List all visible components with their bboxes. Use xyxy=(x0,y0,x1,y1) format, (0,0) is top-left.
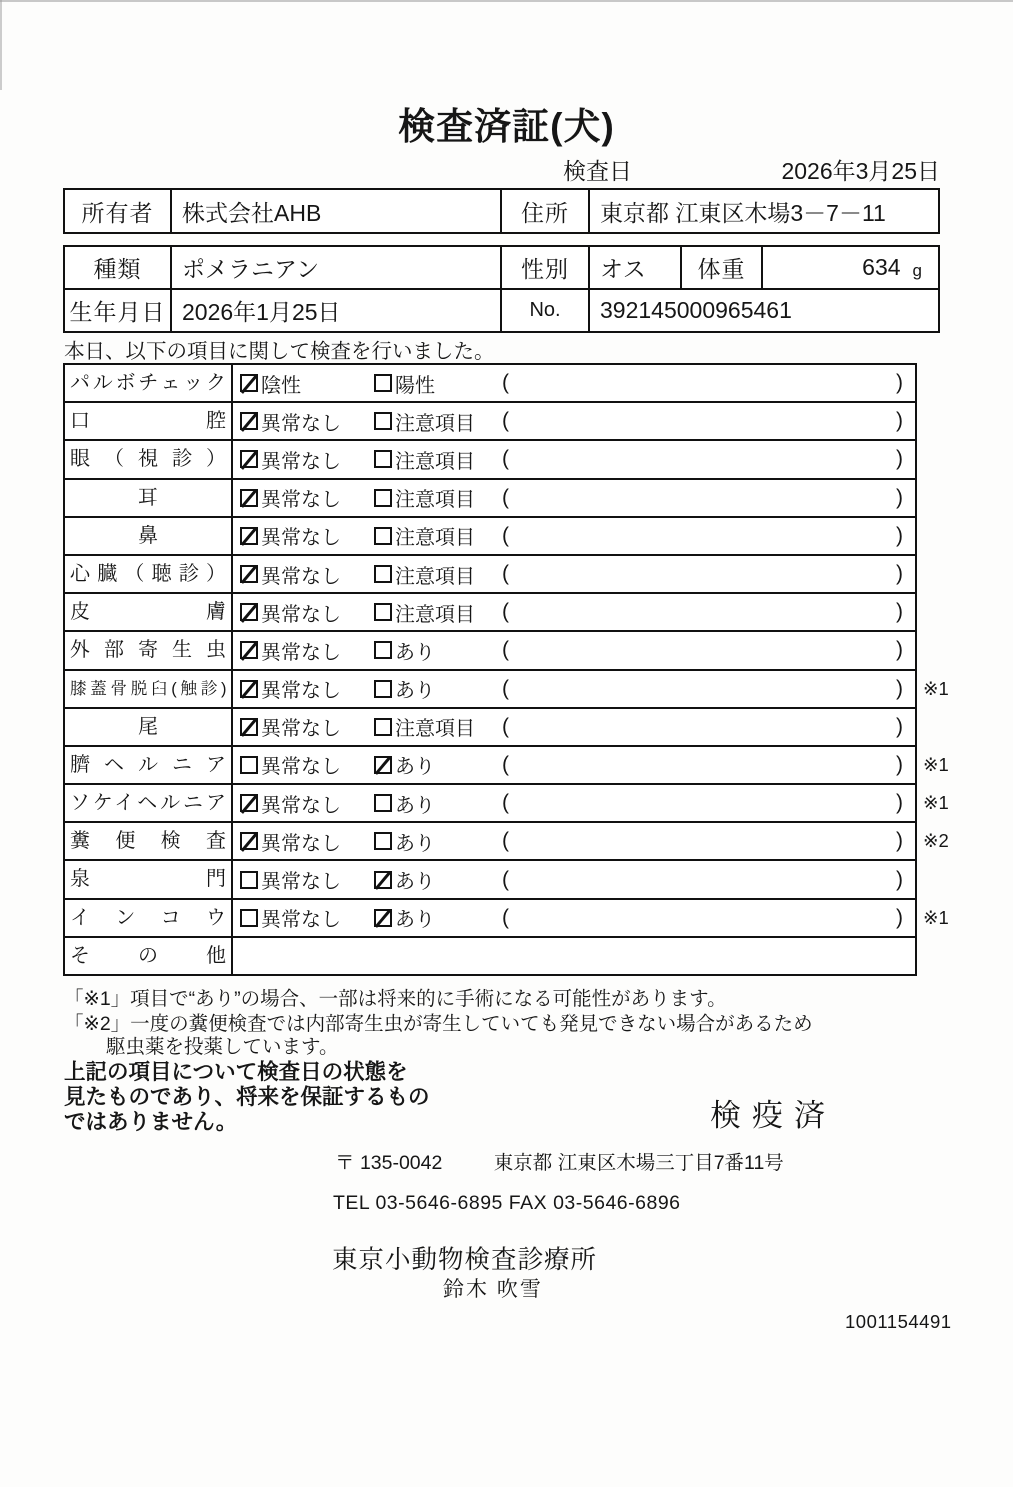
inspection-result-cell xyxy=(233,861,915,897)
paren-close: ) xyxy=(896,752,903,776)
checkbox-checked-icon xyxy=(240,412,258,430)
footnote-2-continued: 駆虫薬を投薬しています。 xyxy=(106,1036,339,1058)
disclaimer-text xyxy=(64,1060,430,1135)
option-2-label: 注意項目 xyxy=(395,412,475,435)
paren-close: ) xyxy=(896,867,903,891)
option-1-label: 異常なし xyxy=(261,794,341,817)
owner-address-value: 東京都 江東区木場3－7－11 xyxy=(588,190,938,232)
check-mark-icon xyxy=(241,527,257,546)
paren-close: ) xyxy=(896,829,903,853)
result-option-1 xyxy=(240,598,374,627)
result-option-1 xyxy=(240,789,374,818)
checkbox-checked-icon xyxy=(374,909,392,927)
breed-label: 種類 xyxy=(93,256,142,282)
result-option-1 xyxy=(240,712,374,741)
paren-open: ( xyxy=(502,600,509,624)
inspection-row xyxy=(65,823,949,861)
inspection-row xyxy=(65,900,949,938)
option-2-label: 陽性 xyxy=(395,374,435,397)
weight-unit: g xyxy=(912,260,922,280)
birthdate-label: 生年月日 xyxy=(69,299,166,325)
option-1-label: 異常なし xyxy=(261,412,341,435)
result-option-2 xyxy=(374,445,502,474)
inspection-row xyxy=(65,747,949,785)
check-mark-icon xyxy=(241,680,257,699)
paren-open: ( xyxy=(502,371,509,395)
option-2-label: あり xyxy=(395,756,435,779)
inspection-row xyxy=(65,671,949,709)
option-1-label: 異常なし xyxy=(261,527,341,550)
check-mark-icon xyxy=(241,833,257,852)
inspection-row xyxy=(65,518,915,556)
id-number-label: No. xyxy=(500,290,588,331)
check-mark-icon xyxy=(241,375,257,394)
option-2-label: 注意項目 xyxy=(395,565,475,588)
inspection-result-cell xyxy=(233,671,915,707)
check-mark-icon xyxy=(241,642,257,661)
result-option-2 xyxy=(374,407,502,436)
option-2-label: あり xyxy=(395,641,435,664)
result-option-1 xyxy=(240,560,374,589)
result-option-1 xyxy=(240,827,374,856)
option-1-label: 異常なし xyxy=(261,450,341,473)
option-1-label: 異常なし xyxy=(261,641,341,664)
footnote-1: 「※1」項目で“あり”の場合、一部は将来的に手術になる可能性があります。 xyxy=(64,988,727,1010)
result-option-2 xyxy=(374,560,502,589)
scan-edge-top xyxy=(0,0,1013,2)
option-2-label: 注意項目 xyxy=(395,450,475,473)
option-2-label: あり xyxy=(395,871,435,894)
checkbox-checked-icon xyxy=(240,718,258,736)
postal-code: 135-0042 xyxy=(359,1152,443,1174)
result-option-1 xyxy=(240,750,374,779)
remarks-parentheses xyxy=(502,715,915,739)
inspection-result-cell xyxy=(233,594,915,630)
checkbox-checked-icon xyxy=(374,756,392,774)
paren-close: ) xyxy=(896,905,903,929)
checkbox-checked-icon xyxy=(240,603,258,621)
inspection-item-name: 泉門 xyxy=(65,861,233,897)
inspection-row xyxy=(65,632,915,670)
inspection-row xyxy=(65,365,915,403)
result-option-2 xyxy=(374,369,502,398)
inspection-row xyxy=(65,556,915,594)
inspection-item-name: 眼（視診） xyxy=(65,441,233,477)
inspection-result-cell xyxy=(233,556,915,592)
disclaimer-line-2: 見たものであり、将来を保証するもの xyxy=(64,1085,430,1110)
checkbox-unchecked-icon xyxy=(240,909,258,927)
inspection-item-name: 糞便検査 xyxy=(65,823,233,859)
result-option-1 xyxy=(240,636,374,665)
option-1-label: 異常なし xyxy=(261,832,341,855)
result-option-1 xyxy=(240,521,374,550)
option-2-label: あり xyxy=(395,794,435,817)
checkbox-unchecked-icon xyxy=(374,718,392,736)
result-option-2 xyxy=(374,789,502,818)
clinic-name: 東京小動物検査診療所 xyxy=(332,1246,598,1274)
result-option-1 xyxy=(240,407,374,436)
checkbox-unchecked-icon xyxy=(374,489,392,507)
paren-open: ( xyxy=(502,829,509,853)
remarks-parentheses xyxy=(502,677,915,701)
footnote-mark: ※1 xyxy=(923,753,949,775)
check-mark-icon xyxy=(241,489,257,508)
paren-open: ( xyxy=(502,562,509,586)
remarks-parentheses xyxy=(502,371,915,395)
option-2-label: 注意項目 xyxy=(395,603,475,626)
paren-open: ( xyxy=(502,485,509,509)
footnote-2: 「※2」一度の糞便検査では内部寄生虫が寄生していても発見できない場合があるため xyxy=(64,1013,813,1035)
result-option-1 xyxy=(240,865,374,894)
remarks-parentheses xyxy=(502,600,915,624)
result-option-2 xyxy=(374,598,502,627)
postal-mark: 〒 xyxy=(335,1152,355,1174)
inspection-item-name: インコウ xyxy=(65,900,233,936)
remarks-parentheses xyxy=(502,524,915,548)
page-title: 検査済証(犬) xyxy=(398,106,615,147)
birthdate-value: 2026年1月25日 xyxy=(170,290,500,331)
paren-open: ( xyxy=(502,752,509,776)
owner-address-label: 住所 xyxy=(500,190,588,232)
breed-value: ポメラニアン xyxy=(170,247,500,288)
option-1-label: 異常なし xyxy=(261,871,341,894)
inspection-item-name: 臍ヘルニア xyxy=(65,747,233,783)
paren-close: ) xyxy=(896,714,903,738)
check-mark-icon xyxy=(375,871,391,890)
inspection-result-cell xyxy=(233,365,915,401)
remarks-parentheses xyxy=(502,791,915,815)
inspection-item-name: ソケイヘルニア xyxy=(65,785,233,821)
checkbox-unchecked-icon xyxy=(374,565,392,583)
weight-value: 634 xyxy=(862,254,901,280)
inspection-row xyxy=(65,861,915,899)
checkbox-checked-icon xyxy=(240,565,258,583)
option-1-label: 異常なし xyxy=(261,909,341,932)
paren-open: ( xyxy=(502,676,509,700)
checkbox-checked-icon xyxy=(240,489,258,507)
intro-text: 本日、以下の項目に関して検査を行いました。 xyxy=(64,340,495,363)
check-mark-icon xyxy=(241,566,257,585)
checkbox-unchecked-icon xyxy=(374,680,392,698)
pet-row-1 xyxy=(65,247,938,290)
inspection-result-cell xyxy=(233,480,915,516)
inspection-date-value: 2026年3月25日 xyxy=(781,158,940,184)
result-option-2 xyxy=(374,521,502,550)
result-option-2 xyxy=(374,750,502,779)
inspection-item-name: パルボチェック xyxy=(65,365,233,401)
remarks-parentheses xyxy=(502,409,915,433)
result-option-1 xyxy=(240,483,374,512)
serial-number: 1001154491 xyxy=(845,1311,952,1332)
pet-row-2 xyxy=(65,290,938,331)
owner-table xyxy=(63,188,940,234)
footnote-mark: ※1 xyxy=(923,792,949,814)
option-2-label: 注意項目 xyxy=(395,489,475,512)
result-option-1 xyxy=(240,369,374,398)
paren-close: ) xyxy=(896,523,903,547)
inspection-date-line xyxy=(63,153,940,186)
inspection-row xyxy=(65,785,949,823)
scan-edge-left xyxy=(0,0,2,90)
inspection-result-cell xyxy=(233,900,915,936)
clinic-address: 東京都 江東区木場三丁目7番11号 xyxy=(493,1152,784,1174)
inspection-result-cell xyxy=(233,441,915,477)
sex-label: 性別 xyxy=(500,247,588,288)
owner-name: 株式会社AHB xyxy=(170,190,500,232)
paren-close: ) xyxy=(896,371,903,395)
inspection-item-name: 口腔 xyxy=(65,403,233,439)
paren-open: ( xyxy=(502,523,509,547)
check-mark-icon xyxy=(241,718,257,737)
remarks-parentheses xyxy=(502,638,915,662)
checkbox-checked-icon xyxy=(240,794,258,812)
checkbox-checked-icon xyxy=(240,832,258,850)
option-1-label: 異常なし xyxy=(261,680,341,703)
footnote-mark: ※1 xyxy=(923,677,949,699)
weight-cell xyxy=(761,247,938,288)
inspection-item-name: その他 xyxy=(65,938,233,974)
footnote-mark: ※1 xyxy=(923,906,949,928)
checkbox-unchecked-icon xyxy=(374,641,392,659)
paren-close: ) xyxy=(896,562,903,586)
inspection-row xyxy=(65,709,915,747)
option-2-label: 注意項目 xyxy=(395,718,475,741)
paren-close: ) xyxy=(896,791,903,815)
remarks-parentheses xyxy=(502,447,915,471)
result-option-2 xyxy=(374,674,502,703)
paren-open: ( xyxy=(502,638,509,662)
remarks-parentheses xyxy=(502,486,915,510)
checkbox-unchecked-icon xyxy=(374,450,392,468)
pet-table xyxy=(63,245,940,333)
checkbox-checked-icon xyxy=(240,527,258,545)
inspection-item-name: 膝蓋骨脱臼(触診) xyxy=(65,671,233,707)
checkbox-unchecked-icon xyxy=(240,756,258,774)
option-2-label: あり xyxy=(395,680,435,703)
inspection-result-cell xyxy=(233,632,915,668)
check-mark-icon xyxy=(241,795,257,814)
result-option-2 xyxy=(374,827,502,856)
inspection-result-cell xyxy=(233,709,915,745)
veterinarian-name: 鈴木 吹雪 xyxy=(443,1278,543,1301)
inspection-item-name: 皮膚 xyxy=(65,594,233,630)
inspection-result-cell xyxy=(233,823,915,859)
paren-close: ) xyxy=(896,638,903,662)
paren-close: ) xyxy=(896,676,903,700)
paren-open: ( xyxy=(502,409,509,433)
check-mark-icon xyxy=(375,909,391,928)
remarks-parentheses xyxy=(502,906,915,930)
inspection-result-cell xyxy=(233,785,915,821)
inspection-item-name: 尾 xyxy=(65,709,233,745)
option-1-label: 陰性 xyxy=(261,374,301,397)
footnote-mark: ※2 xyxy=(923,830,949,852)
inspection-item-name: 心臓（聴診） xyxy=(65,556,233,592)
result-option-2 xyxy=(374,865,502,894)
paren-open: ( xyxy=(502,867,509,891)
disclaimer-line-1: 上記の項目について検査日の状態を xyxy=(64,1060,408,1084)
remarks-parentheses xyxy=(502,868,915,892)
inspection-table xyxy=(63,363,949,976)
option-1-label: 異常なし xyxy=(261,603,341,626)
paren-close: ) xyxy=(896,409,903,433)
checkbox-unchecked-icon xyxy=(374,527,392,545)
paren-close: ) xyxy=(896,447,903,471)
result-option-1 xyxy=(240,445,374,474)
inspection-row xyxy=(65,938,915,974)
sex-value: オス xyxy=(588,247,680,288)
option-1-label: 異常なし xyxy=(261,756,341,779)
inspection-row xyxy=(65,480,915,518)
quarantine-stamp: 検疫済 xyxy=(710,1098,836,1133)
remarks-parentheses xyxy=(502,753,915,777)
option-1-label: 異常なし xyxy=(261,718,341,741)
owner-label: 所有者 xyxy=(81,199,154,226)
checkbox-unchecked-icon xyxy=(374,412,392,430)
checkbox-checked-icon xyxy=(240,450,258,468)
inspection-item-name: 外部寄生虫 xyxy=(65,632,233,668)
inspection-row xyxy=(65,594,915,632)
check-mark-icon xyxy=(375,757,391,776)
paren-close: ) xyxy=(896,600,903,624)
inspection-date-label: 検査日 xyxy=(563,158,632,184)
paren-close: ) xyxy=(896,485,903,509)
option-1-label: 異常なし xyxy=(261,565,341,588)
inspection-row xyxy=(65,403,915,441)
checkbox-unchecked-icon xyxy=(374,374,392,392)
check-mark-icon xyxy=(241,451,257,470)
paren-open: ( xyxy=(502,791,509,815)
inspection-result-cell xyxy=(233,518,915,554)
option-2-label: あり xyxy=(395,832,435,855)
option-2-label: あり xyxy=(395,909,435,932)
inspection-item-name: 耳 xyxy=(65,480,233,516)
result-option-2 xyxy=(374,712,502,741)
result-option-1 xyxy=(240,903,374,932)
checkbox-checked-icon xyxy=(240,374,258,392)
result-option-2 xyxy=(374,636,502,665)
option-2-label: 注意項目 xyxy=(395,527,475,550)
inspection-row xyxy=(65,441,915,479)
inspection-result-cell xyxy=(233,403,915,439)
inspection-result-cell xyxy=(233,747,915,783)
option-1-label: 異常なし xyxy=(261,489,341,512)
check-mark-icon xyxy=(241,413,257,432)
checkbox-checked-icon xyxy=(240,680,258,698)
result-option-1 xyxy=(240,674,374,703)
weight-label: 体重 xyxy=(680,247,761,288)
result-option-2 xyxy=(374,483,502,512)
checkbox-unchecked-icon xyxy=(374,794,392,812)
result-option-2 xyxy=(374,903,502,932)
clinic-postal-line xyxy=(335,1147,784,1175)
paren-open: ( xyxy=(502,714,509,738)
checkbox-unchecked-icon xyxy=(240,871,258,889)
clinic-tel-fax-line: TEL 03-5646-6895 FAX 03-5646-6896 xyxy=(333,1192,681,1214)
checkbox-unchecked-icon xyxy=(374,603,392,621)
remarks-parentheses xyxy=(502,562,915,586)
remarks-parentheses xyxy=(502,829,915,853)
id-number-value: 392145000965461 xyxy=(588,290,938,331)
disclaimer-line-3: ではありません。 xyxy=(64,1110,238,1135)
inspection-result-cell xyxy=(233,938,915,974)
checkbox-checked-icon xyxy=(374,871,392,889)
checkbox-checked-icon xyxy=(240,641,258,659)
checkbox-unchecked-icon xyxy=(374,832,392,850)
paren-open: ( xyxy=(502,447,509,471)
paren-open: ( xyxy=(502,905,509,929)
inspection-item-name: 鼻 xyxy=(65,518,233,554)
check-mark-icon xyxy=(241,604,257,623)
